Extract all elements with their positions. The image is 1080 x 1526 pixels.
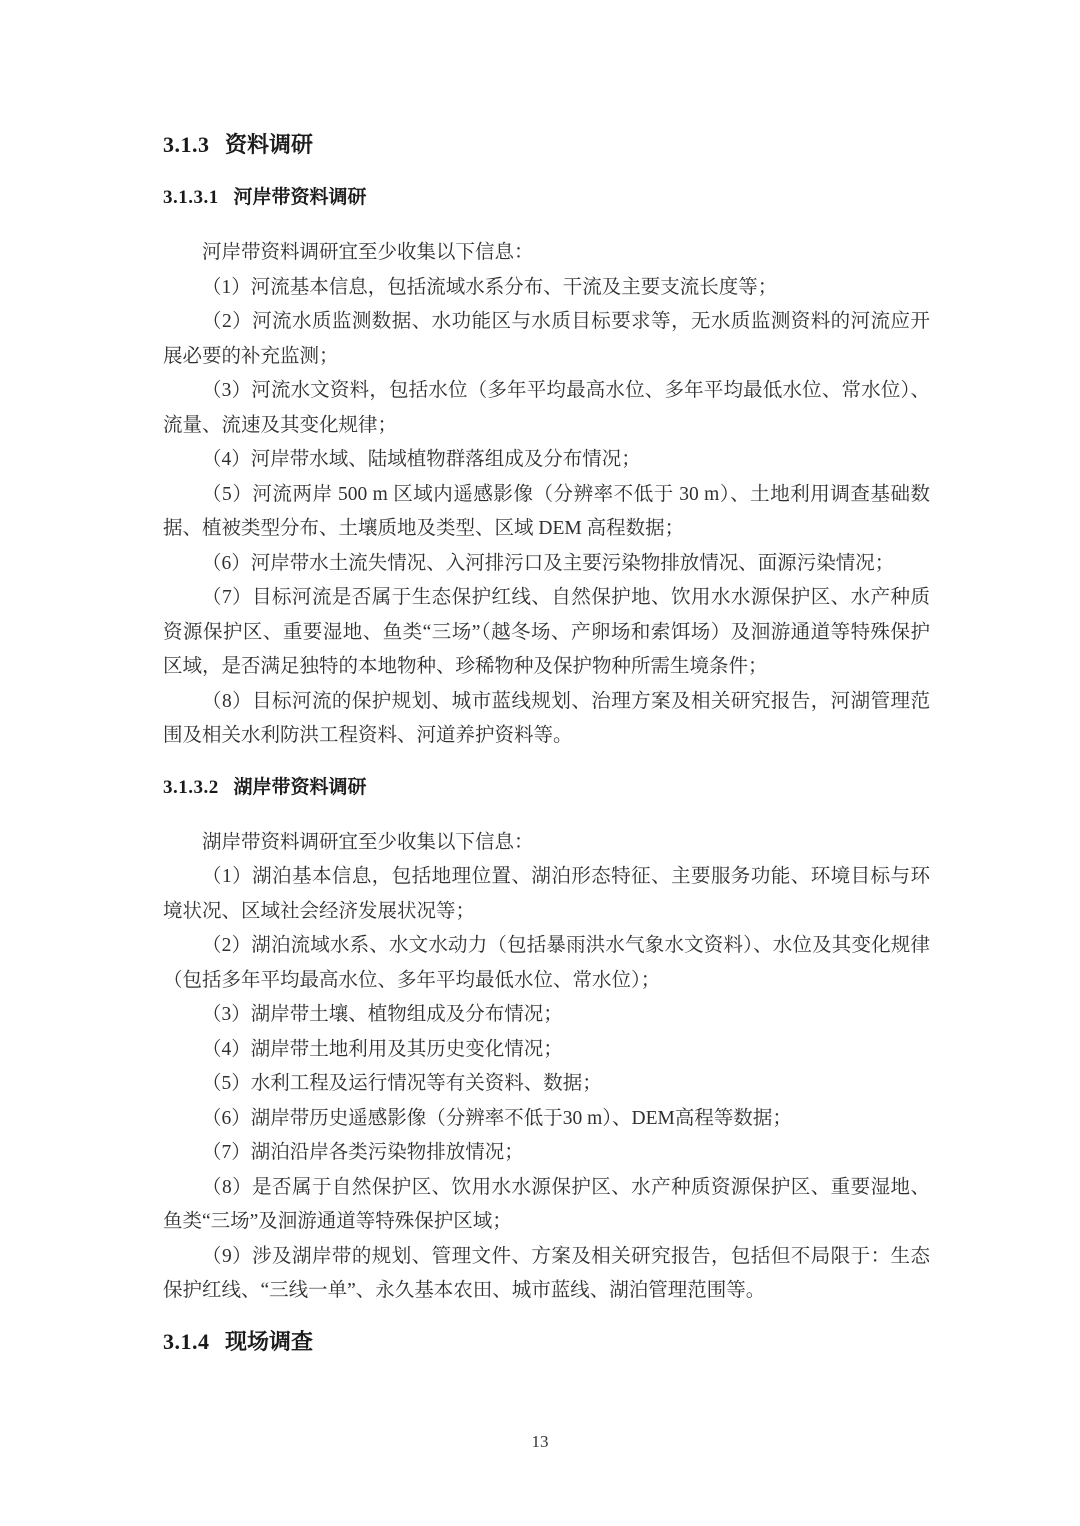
paragraph: 湖岸带资料调研宜至少收集以下信息： <box>202 831 534 853</box>
paragraph: （4）河岸带水域、陆域植物群落组成及分布情况； <box>202 449 641 470</box>
heading-number: 3.1.4 <box>163 1328 210 1354</box>
paragraph: （1）湖泊基本信息，包括地理位置、湖泊形态特征、主要服务功能、环境目标与环境状况、区域社会经济发展状况等； <box>163 866 930 922</box>
heading-title: 现场调查 <box>225 1328 314 1354</box>
page-number: 13 <box>531 1432 549 1451</box>
paragraph: （7）目标河流是否属于生态保护红线、自然保护地、饮用水水源保护区、水产种质资源保护区、重要湿地、鱼类“三场”（越冬场、产卵场和索饵场）及洄游通道等特殊保护区域，是否满足独特的本地物种、珍稀物种及保护物种所需生境条件； <box>163 587 930 677</box>
paragraph: （2）河流水质监测数据、水功能区与水质目标要求等，无水质监测资料的河流应开展必要的补充监测； <box>163 311 930 367</box>
paragraph: （1）河流基本信息，包括流域水系分布、干流及主要支流长度等； <box>202 276 778 298</box>
paragraph: （7）湖泊沿岸各类污染物排放情况； <box>202 1142 524 1163</box>
heading-3-1-3-1 <box>163 186 930 210</box>
paragraph: （3）湖岸带土壤、植物组成及分布情况； <box>202 1004 563 1025</box>
paragraph: （8）目标河流的保护规划、城市蓝线规划、治理方案及相关研究报告，河湖管理范围及相关水利防洪工程资料、河道养护资料等。 <box>163 690 930 746</box>
paragraph: （5）水利工程及运行情况等有关资料、数据； <box>202 1073 602 1094</box>
paragraph: （8）是否属于自然保护区、饮用水水源保护区、水产种质资源保护区、重要湿地、鱼类“三场”及洄游通道等特殊保护区域； <box>163 1176 930 1232</box>
heading-title: 河岸带资料调研 <box>233 187 367 208</box>
paragraph: （4）湖岸带土地利用及其历史变化情况； <box>202 1038 563 1060</box>
paragraph: （2）湖泊流域水系、水文水动力（包括暴雨洪水气象水文资料）、水位及其变化规律（包括多年平均最高水位、多年平均最低水位、常水位）； <box>163 935 930 991</box>
paragraph: （9）涉及湖岸带的规划、管理文件、方案及相关研究报告，包括但不局限于：生态保护红线、“三线一单”、永久基本农田、城市蓝线、湖泊管理范围等。 <box>163 1245 930 1301</box>
page-footer <box>0 1432 1080 1452</box>
document-content <box>163 132 930 1355</box>
lakeshore-paragraph-list <box>163 826 930 1309</box>
paragraph: （6）湖岸带历史遥感影像（分辨率不低于30 m）、DEM高程等数据； <box>202 1107 792 1129</box>
heading-number: 3.1.3.2 <box>163 776 219 798</box>
heading-title: 资料调研 <box>225 132 314 157</box>
heading-title: 湖岸带资料调研 <box>233 776 367 798</box>
paragraph: 河岸带资料调研宜至少收集以下信息： <box>202 242 534 263</box>
paragraph: （6）河岸带水土流失情况、入河排污口及主要污染物排放情况、面源污染情况； <box>202 552 895 574</box>
heading-3-1-4 <box>163 1329 930 1355</box>
heading-number: 3.1.3 <box>163 132 210 157</box>
heading-3-1-3 <box>163 132 930 158</box>
paragraph: （3）河流水文资料，包括水位（多年平均最高水位、多年平均最低水位、常水位）、流量、流速及其变化规律； <box>163 380 930 436</box>
paragraph: （5）河流两岸 500 m 区域内遥感影像（分辨率不低于 30 m）、土地利用调查基础数据、植被类型分布、土壤质地及类型、区域 DEM 高程数据； <box>163 483 930 539</box>
riverbank-paragraph-list <box>163 236 930 754</box>
heading-number: 3.1.3.1 <box>163 187 219 208</box>
heading-3-1-3-2 <box>163 776 930 800</box>
